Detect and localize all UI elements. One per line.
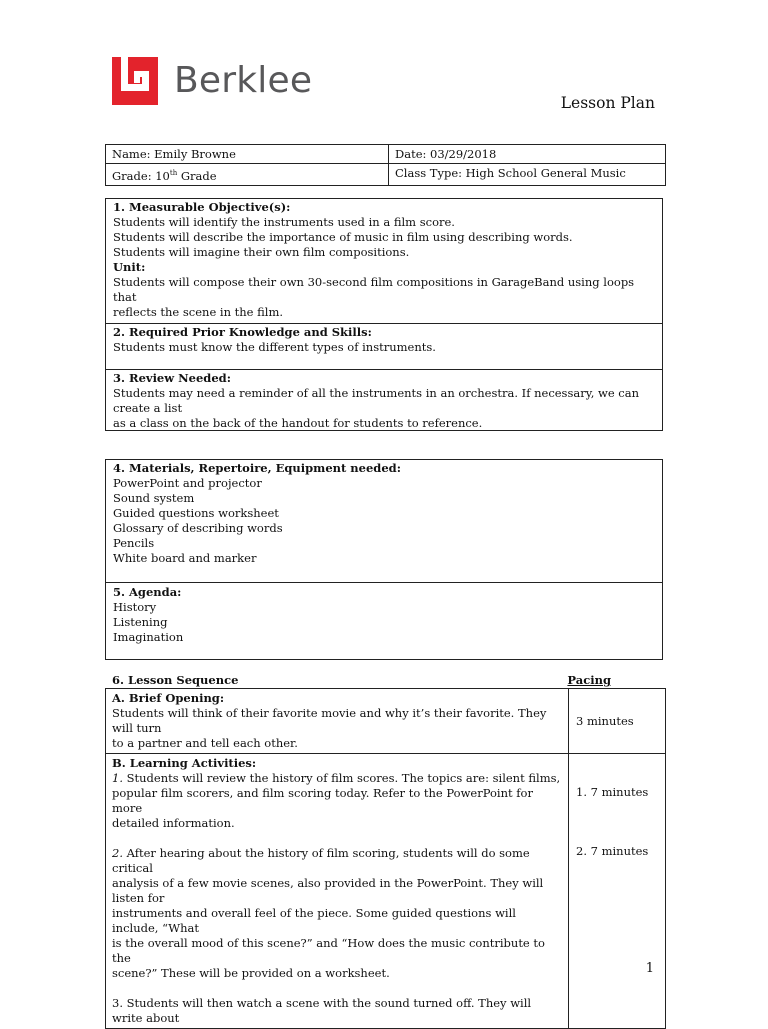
section-heading: 6. Lesson Sequence bbox=[112, 673, 239, 687]
berklee-logo bbox=[112, 57, 312, 105]
activities-heading: B. Learning Activities: bbox=[112, 756, 257, 770]
objectives-box bbox=[105, 198, 663, 431]
spacer bbox=[112, 831, 562, 846]
page-number: 1 bbox=[645, 961, 654, 976]
table-row bbox=[106, 164, 666, 186]
teacher-info-table bbox=[105, 144, 666, 186]
material-item: Sound system bbox=[113, 491, 195, 505]
grade-label: Grade bbox=[177, 168, 217, 183]
activity-line: instruments and overall feel of the piece. Some guided questions will include, “What bbox=[112, 906, 516, 935]
opening-line: Students will think of their favorite movie and why it’s their favorite. They will turn bbox=[112, 706, 547, 735]
activity-line: 3. Students will then watch a scene with the sound turned off. They will write about bbox=[112, 996, 532, 1025]
review-line: Students may need a reminder of all the instruments in an orchestra. If necessary, we can create a list bbox=[113, 386, 640, 415]
activity-pacing: 2. 7 minutes bbox=[576, 844, 649, 858]
review-line: as a class on the back of the handout for students to reference. bbox=[113, 416, 483, 430]
lesson-sequence-table bbox=[105, 688, 666, 1029]
grade-cell bbox=[106, 164, 389, 186]
activity-line bbox=[112, 771, 562, 786]
spacer bbox=[112, 981, 562, 996]
section-heading: 1. Measurable Objective(s): bbox=[113, 200, 291, 214]
name-cell: Name: Emily Browne bbox=[106, 145, 389, 164]
section-objectives bbox=[106, 199, 662, 323]
activity-number: 1. bbox=[112, 771, 123, 785]
date-cell: Date: 03/29/2018 bbox=[389, 145, 666, 164]
activity-text: After hearing about the history of film scoring, students will do some critical bbox=[112, 846, 530, 875]
activity-line: analysis of a few movie scenes, also provided in the PowerPoint. They will listen for bbox=[112, 876, 544, 905]
opening-cell bbox=[106, 689, 569, 754]
grade-text: Grade: 10 bbox=[112, 168, 170, 183]
document-title: Lesson Plan bbox=[560, 94, 655, 112]
section-heading: 3. Review Needed: bbox=[113, 371, 231, 385]
material-item: Glossary of describing words bbox=[113, 521, 283, 535]
section-prior-knowledge bbox=[106, 323, 662, 369]
berklee-logo-mark-icon bbox=[112, 57, 158, 105]
agenda-item: Imagination bbox=[113, 630, 184, 644]
opening-line: to a partner and tell each other. bbox=[112, 736, 298, 750]
activities-pacing-cell bbox=[569, 754, 666, 1029]
material-item: Guided questions worksheet bbox=[113, 506, 279, 520]
activity-line bbox=[112, 846, 562, 876]
activities-cell bbox=[106, 754, 569, 1029]
table-row bbox=[106, 754, 666, 1029]
class-type-cell: Class Type: High School General Music bbox=[389, 164, 666, 186]
material-item: White board and marker bbox=[113, 551, 257, 565]
activity-line: is the overall mood of this scene?” and “How does the music contribute to the bbox=[112, 936, 545, 965]
unit-line: Students will compose their own 30-second film compositions in GarageBand using loops that bbox=[113, 275, 635, 304]
section-agenda bbox=[106, 582, 662, 659]
lesson-sequence-header bbox=[105, 673, 665, 687]
section-heading: 2. Required Prior Knowledge and Skills: bbox=[113, 325, 372, 339]
section-heading: 5. Agenda: bbox=[113, 585, 182, 599]
materials-box bbox=[105, 459, 663, 660]
objective-line: Students will identify the instruments used in a film score. bbox=[113, 215, 455, 229]
activity-line: scene?” These will be provided on a worksheet. bbox=[112, 966, 390, 980]
objective-line: Students will describe the importance of music in film using describing words. bbox=[113, 230, 573, 244]
activity-line: detailed information. bbox=[112, 816, 235, 830]
activity-text: Students will review the history of film scores. The topics are: silent films, bbox=[122, 771, 561, 785]
material-item: Pencils bbox=[113, 536, 155, 550]
objective-line: Students will imagine their own film compositions. bbox=[113, 245, 410, 259]
section-review bbox=[106, 369, 662, 430]
section-materials bbox=[106, 460, 662, 582]
agenda-item: History bbox=[113, 600, 157, 614]
activity-pacing: 1. 7 minutes bbox=[576, 785, 649, 799]
grade-suffix-sup: th bbox=[169, 169, 178, 177]
section-heading: 4. Materials, Repertoire, Equipment needed: bbox=[113, 461, 401, 475]
berklee-wordmark: Berklee bbox=[174, 60, 313, 101]
opening-pacing-cell: 3 minutes bbox=[569, 689, 666, 754]
agenda-item: Listening bbox=[113, 615, 168, 629]
unit-heading: Unit: bbox=[113, 260, 146, 274]
pacing-label: Pacing bbox=[567, 673, 611, 687]
table-row bbox=[106, 145, 666, 164]
activity-number: 2. bbox=[112, 846, 123, 860]
activity-line: popular film scorers, and film scoring today. Refer to the PowerPoint for more bbox=[112, 786, 533, 815]
material-item: PowerPoint and projector bbox=[113, 476, 262, 490]
opening-heading: A. Brief Opening: bbox=[112, 691, 225, 705]
unit-line: reflects the scene in the film. bbox=[113, 305, 284, 319]
prior-knowledge-line: Students must know the different types of instruments. bbox=[113, 340, 436, 354]
table-row bbox=[106, 689, 666, 754]
